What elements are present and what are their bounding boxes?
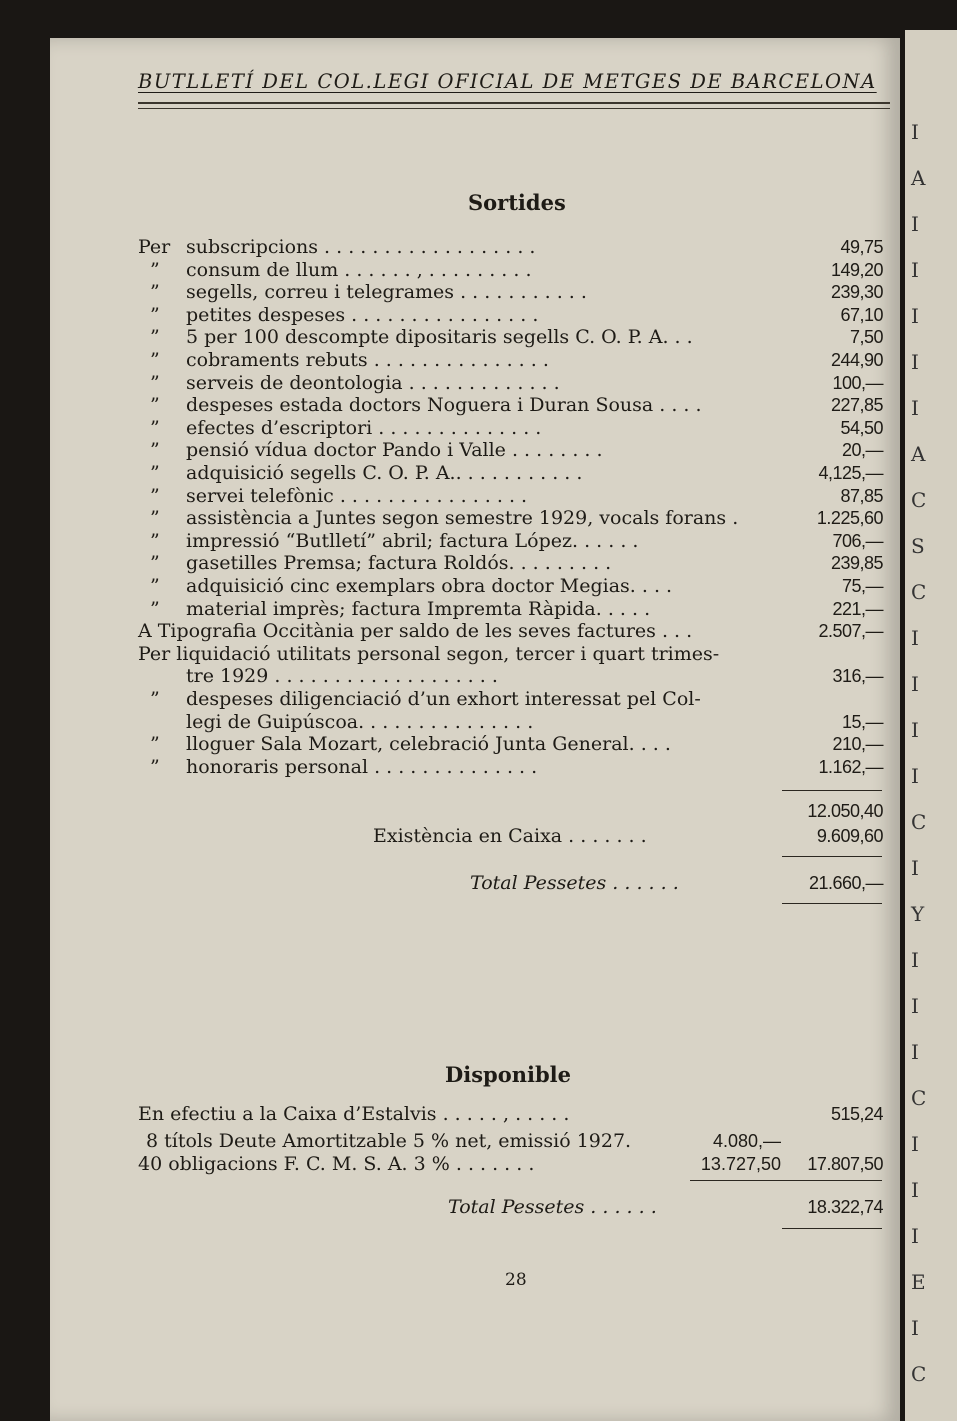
sortides-item (138, 417, 883, 439)
adjacent-page-letter: I (911, 1178, 919, 1202)
disponible-total-amount: 18.322,74 (807, 1197, 883, 1217)
item-amount: 316,— (832, 666, 883, 687)
item-amount: 1.162,— (818, 756, 883, 777)
item-label: subscripcions . . . . . . . . . . . . . . . . . . (186, 236, 536, 258)
sortides-item (138, 236, 883, 258)
item-amount: 17.807,50 (807, 1154, 883, 1174)
disponible-item (138, 1153, 883, 1175)
sortides-item (138, 756, 883, 778)
page-number: 28 (505, 1270, 527, 1290)
adjacent-page-letter: E (911, 1270, 926, 1294)
item-prefix: Per (138, 236, 171, 258)
ditto-mark: ” (150, 416, 160, 439)
item-label: adquisició cinc exemplars obra doctor Megias. . . . (186, 575, 673, 597)
sortides-item (138, 552, 883, 574)
item-label: petites despeses . . . . . . . . . . . . . . . . (186, 303, 539, 326)
ditto-mark: ” (150, 484, 160, 507)
sortides-item (138, 349, 883, 371)
adjacent-page-letter: C (911, 810, 927, 834)
total-underline (782, 903, 882, 904)
ditto-mark: ” (150, 326, 160, 349)
adjacent-page-letter: I (911, 948, 919, 972)
adjacent-page-letter: C (911, 1362, 927, 1386)
adjacent-page-letter: I (911, 396, 919, 420)
ditto-mark: ” (150, 507, 160, 530)
adjacent-page-letter: I (911, 856, 919, 880)
running-title: BUTLLETÍ DEL COL.LEGI OFICIAL DE METGES DE BARCELONA (138, 70, 877, 93)
total-label: Total Pessetes . . . . . . (470, 872, 679, 894)
item-inner-amount: 13.727,50 (700, 1154, 781, 1174)
ditto-mark: ” (150, 529, 160, 552)
item-amount: 87,85 (840, 485, 883, 506)
adjacent-page-letter: I (911, 304, 919, 328)
adjacent-page-letter: C (911, 1086, 927, 1110)
item-label: assistència a Juntes segon semestre 1929, vocals forans . (186, 507, 739, 530)
adjacent-page-letter: A (911, 442, 926, 466)
item-amount: 7,50 (849, 327, 883, 348)
item-label: tre 1929 . . . . . . . . . . . . . . . . . . . (186, 665, 498, 688)
item-label: gasetilles Premsa; factura Roldós. . . . . . . . . (186, 552, 612, 575)
adjacent-page-letter: C (911, 488, 927, 512)
item-amount: 227,85 (830, 395, 883, 416)
item-amount: 15,— (841, 711, 883, 732)
disponible-subtotal-rule (690, 1180, 882, 1181)
sortides-item (138, 462, 883, 484)
item-label: impressió “Butlletí” abril; factura López. . . . . . (186, 529, 639, 552)
sortides-item (138, 372, 883, 394)
adjacent-page-letter: S (911, 534, 925, 558)
sortides-item (138, 620, 883, 642)
sortides-item (138, 575, 883, 597)
adjacent-page-letter: I (911, 258, 919, 282)
sortides-title: Sortides (468, 190, 566, 215)
adjacent-page-letter: I (911, 994, 919, 1018)
existencia-row (138, 825, 883, 847)
adjacent-page-letter: C (911, 580, 927, 604)
item-label: honoraris personal . . . . . . . . . . . . . . (186, 755, 538, 778)
item-amount: 100,— (832, 372, 883, 393)
item-label: A Tipografia Occitània per saldo de les seves factures . . . (138, 620, 693, 643)
item-amount: 1.225,60 (816, 508, 883, 529)
item-amount: 149,20 (830, 259, 883, 280)
ditto-mark: ” (150, 371, 160, 394)
adjacent-page-letter: I (911, 764, 919, 788)
item-amount: 2.507,— (818, 621, 883, 642)
header-rule (138, 102, 890, 104)
item-label: legi de Guipúscoa. . . . . . . . . . . . . . . (186, 710, 534, 733)
item-amount: 244,90 (830, 350, 883, 370)
adjacent-page-letter: I (911, 350, 919, 374)
disponible-title: Disponible (445, 1062, 571, 1087)
disponible-total-row (138, 1196, 883, 1218)
ditto-mark: ” (150, 552, 160, 575)
total-row (138, 872, 883, 894)
item-label: segells, correu i telegrames . . . . . . . . . . . (186, 281, 587, 304)
item-label: adquisició segells C. O. P. A.. . . . . . . . . . . (186, 462, 583, 484)
item-amount: 221,— (832, 598, 883, 619)
item-amount: 20,— (841, 440, 883, 461)
sortides-item (138, 281, 883, 303)
adjacent-page-letter: I (911, 672, 919, 696)
adjacent-page-letter: I (911, 120, 919, 144)
adjacent-page-letter: Y (911, 902, 925, 926)
adjacent-page-letter: I (911, 718, 919, 742)
subtotal-rule (782, 790, 882, 791)
item-label: cobraments rebuts . . . . . . . . . . . . . . . (186, 349, 549, 371)
adjacent-page-letter: I (911, 1224, 919, 1248)
item-inner-amount: 4.080,— (712, 1131, 781, 1151)
sortides-item (138, 665, 883, 687)
total-rule (782, 856, 882, 857)
item-label: consum de llum . . . . . . , . . . . . . . . . (186, 258, 532, 281)
item-label: Per liquidació utilitats personal segon, tercer i quart trimes- (138, 642, 720, 665)
sortides-item (138, 530, 883, 552)
adjacent-page-letter: I (911, 1132, 919, 1156)
ditto-mark: ” (150, 394, 160, 417)
ditto-mark: ” (150, 439, 160, 462)
ditto-mark: ” (150, 755, 160, 778)
disponible-item (138, 1103, 883, 1125)
item-amount: 54,50 (840, 417, 883, 438)
item-amount: 4,125,— (818, 463, 883, 483)
subtotal-row (138, 800, 883, 822)
item-amount: 239,30 (830, 282, 883, 303)
ditto-mark: ” (150, 349, 160, 371)
sortides-item (138, 688, 883, 710)
sortides-item (138, 733, 883, 755)
ditto-mark: ” (150, 575, 160, 597)
sortides-item (138, 304, 883, 326)
adjacent-page-letter: I (911, 212, 919, 236)
item-amount: 515,24 (830, 1104, 883, 1124)
adjacent-page-letter: I (911, 1040, 919, 1064)
ditto-mark: ” (150, 303, 160, 326)
item-amount: 706,— (832, 530, 883, 551)
sortides-item (138, 643, 883, 665)
item-amount: 67,10 (840, 304, 883, 325)
existencia-amount: 9.609,60 (816, 826, 883, 846)
item-label: 40 obligacions F. C. M. S. A. 3 % . . . . . . . (138, 1153, 535, 1175)
ditto-mark: ” (150, 597, 160, 620)
adjacent-page-edge (905, 30, 957, 1421)
adjacent-page-letter: I (911, 626, 919, 650)
item-label: despeses estada doctors Noguera i Duran Sousa . . . . (186, 394, 702, 417)
subtotal-amount: 12.050,40 (807, 801, 883, 821)
item-label: servei telefònic . . . . . . . . . . . . . . . . (186, 484, 528, 507)
disponible-total-underline (782, 1228, 882, 1229)
item-label: efectes d’escriptori . . . . . . . . . . . . . . (186, 416, 542, 439)
adjacent-page-letter: A (911, 166, 926, 190)
ditto-mark: ” (150, 258, 160, 281)
item-amount: 49,75 (840, 237, 883, 257)
item-label: pensió vídua doctor Pando i Valle . . . . . . . . (186, 439, 603, 462)
item-amount: 210,— (832, 734, 883, 755)
ditto-mark: ” (150, 688, 160, 710)
adjacent-page-letter: I (911, 1316, 919, 1340)
existencia-label: Existència en Caixa . . . . . . . (373, 825, 647, 847)
sortides-item (138, 598, 883, 620)
sortides-item (138, 326, 883, 348)
item-label: serveis de deontologia . . . . . . . . . . . . . (186, 371, 560, 394)
item-label: material imprès; factura Impremta Ràpida. . . . . (186, 597, 651, 620)
sortides-item (138, 439, 883, 461)
ditto-mark: ” (150, 281, 160, 304)
disponible-total-label: Total Pessetes . . . . . . (448, 1196, 657, 1218)
item-label: 5 per 100 descompte dipositaris segells C. O. P. A. . . (186, 326, 693, 349)
item-label: despeses diligenciació d’un exhort interessat pel Col- (186, 688, 701, 710)
item-amount: 239,85 (830, 553, 883, 574)
sortides-item (138, 507, 883, 529)
item-label: lloguer Sala Mozart, celebració Junta General. . . . (186, 733, 671, 756)
header-rule-thin (138, 108, 890, 109)
sortides-item (138, 485, 883, 507)
item-label: 8 títols Deute Amortitzable 5 % net, emissió 1927. (146, 1130, 632, 1152)
sortides-item (138, 711, 883, 733)
ditto-mark: ” (150, 733, 160, 756)
sortides-item (138, 394, 883, 416)
disponible-item (138, 1130, 883, 1152)
total-amount: 21.660,— (808, 873, 883, 893)
ditto-mark: ” (150, 462, 160, 484)
item-label: En efectiu a la Caixa d’Estalvis . . . . . , . . . . . (138, 1103, 570, 1125)
item-amount: 75,— (841, 576, 883, 596)
sortides-item (138, 259, 883, 281)
